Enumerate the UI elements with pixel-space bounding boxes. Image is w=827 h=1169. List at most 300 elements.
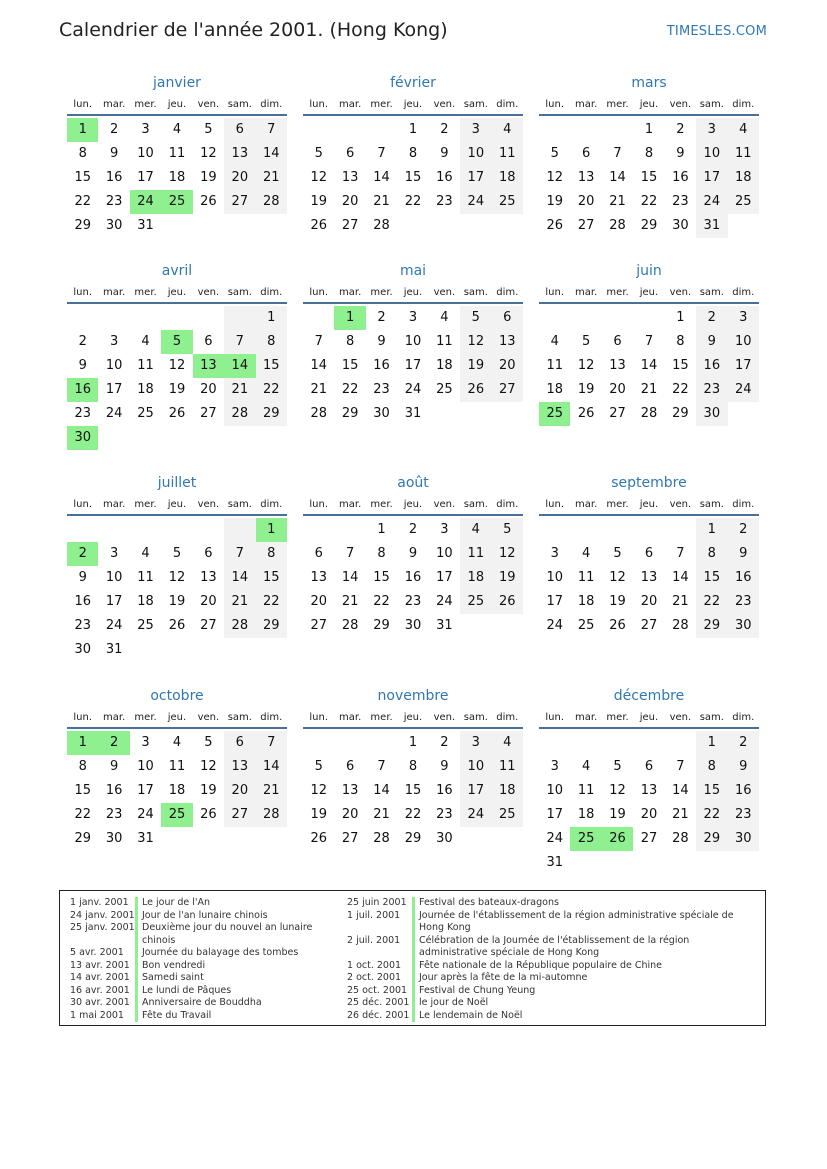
day-cell: 28 xyxy=(609,218,626,233)
month-calendar xyxy=(303,686,523,851)
weekday-label: lun. xyxy=(545,499,565,510)
empty-day-cell xyxy=(256,827,287,851)
day-cell: 5 xyxy=(204,122,213,137)
day-cell: 28 xyxy=(672,618,689,633)
month-name: avril xyxy=(161,263,193,279)
day-cell: 6 xyxy=(492,306,523,330)
empty-day-cell xyxy=(570,118,601,142)
weekday-label: mar. xyxy=(575,99,598,110)
weekday-label: ven. xyxy=(197,712,220,723)
weekday-label: mer. xyxy=(134,712,157,723)
day-cell: 18 xyxy=(168,170,186,185)
day-cell: 21 xyxy=(609,194,626,209)
day-cell: 6 xyxy=(224,731,255,755)
legend-column-right xyxy=(347,897,757,1022)
weekday-header xyxy=(539,496,759,516)
holiday-date: 16 avr. 2001 xyxy=(70,984,130,996)
day-cell: 16 xyxy=(696,354,727,378)
day-cell: 4 xyxy=(581,546,591,561)
empty-day-cell xyxy=(492,402,523,426)
legend-row xyxy=(347,1010,757,1023)
empty-day-cell xyxy=(665,518,696,542)
holiday-name: Samedi saint xyxy=(135,972,204,985)
empty-day-cell xyxy=(193,638,224,662)
holiday-name: Festival des bateaux-dragons xyxy=(412,897,559,910)
day-cell: 19 xyxy=(577,382,595,397)
weekday-label: ven. xyxy=(433,99,456,110)
day-cell: 3 xyxy=(109,546,119,561)
day-cell: 11 xyxy=(728,142,759,166)
weekday-label: mar. xyxy=(575,287,598,298)
weekday-label: sam. xyxy=(227,712,252,723)
day-cell: 14 xyxy=(609,170,626,185)
day-cell: 8 xyxy=(408,759,418,774)
holiday-date: 25 oct. 2001 xyxy=(347,984,408,996)
day-cell: 7 xyxy=(613,146,622,161)
day-cell: 19 xyxy=(609,807,626,822)
day-cell: 21 xyxy=(373,194,390,209)
brand-link[interactable]: TIMESLES.COM xyxy=(666,24,767,39)
empty-day-cell xyxy=(633,306,664,330)
day-cell: 22 xyxy=(341,382,359,397)
holiday-name: le jour de Noël xyxy=(412,997,488,1010)
day-cell: 12 xyxy=(200,146,217,161)
empty-day-cell xyxy=(303,306,334,330)
day-cell: 28 xyxy=(256,190,287,214)
weekday-label: dim. xyxy=(732,287,755,298)
day-cell: 30 xyxy=(696,402,727,426)
day-cell: 18 xyxy=(137,594,154,609)
empty-day-cell xyxy=(98,426,129,450)
day-cell: 10 xyxy=(460,755,491,779)
day-cell: 27 xyxy=(341,831,359,846)
weekday-label: lun. xyxy=(73,287,93,298)
day-cell: 2 xyxy=(728,518,759,542)
month-name: décembre xyxy=(613,688,685,704)
empty-day-cell xyxy=(728,214,759,238)
day-cell: 14 xyxy=(256,142,287,166)
day-cell: 7 xyxy=(224,330,255,354)
day-cell: 21 xyxy=(640,382,658,397)
weekday-label: ven. xyxy=(197,287,220,298)
empty-day-cell xyxy=(67,518,98,542)
day-cell: 17 xyxy=(105,594,123,609)
day-cell: 3 xyxy=(141,735,150,750)
day-cell: 20 xyxy=(609,382,626,397)
day-cell: 13 xyxy=(492,330,523,354)
day-cell: 22 xyxy=(640,194,658,209)
day-cell: 22 xyxy=(256,590,287,614)
day-cell: 4 xyxy=(492,118,523,142)
weekday-label: mer. xyxy=(370,712,393,723)
day-cell: 19 xyxy=(546,194,563,209)
empty-day-cell xyxy=(539,118,570,142)
day-cell: 16 xyxy=(105,783,123,798)
weekday-label: mer. xyxy=(370,499,393,510)
day-cell: 9 xyxy=(78,570,87,585)
day-cell: 9 xyxy=(408,546,418,561)
weekday-label: mar. xyxy=(575,712,598,723)
weekday-label: dim. xyxy=(260,499,283,510)
day-cell: 21 xyxy=(224,378,255,402)
day-cell: 2 xyxy=(676,122,685,137)
month-name: juillet xyxy=(157,475,197,491)
day-cell: 7 xyxy=(676,546,685,561)
empty-day-cell xyxy=(303,118,334,142)
day-cell: 21 xyxy=(256,779,287,803)
day-cell: 21 xyxy=(310,382,327,397)
empty-day-cell xyxy=(602,118,633,142)
day-cell: 14 xyxy=(310,358,327,373)
day-cell: 26 xyxy=(310,831,327,846)
day-cell: 30 xyxy=(728,827,759,851)
day-cell: 5 xyxy=(172,546,182,561)
day-cell: 7 xyxy=(676,759,685,774)
day-cell: 26 xyxy=(460,378,491,402)
day-cell: 10 xyxy=(404,334,422,349)
weekday-label: lun. xyxy=(545,99,565,110)
day-cell: 8 xyxy=(696,542,727,566)
day-cell: 27 xyxy=(224,190,255,214)
weekday-header xyxy=(303,96,523,116)
weekday-label: sam. xyxy=(463,499,488,510)
legend-row xyxy=(70,897,340,910)
weekday-header xyxy=(539,96,759,116)
day-cell: 21 xyxy=(256,166,287,190)
day-cell: 13 xyxy=(577,170,595,185)
day-cell: 1 xyxy=(67,731,98,755)
day-cell: 15 xyxy=(696,779,727,803)
day-cell: 9 xyxy=(440,146,449,161)
day-cell: 26 xyxy=(546,218,563,233)
day-cell: 15 xyxy=(672,358,689,373)
day-cell: 8 xyxy=(377,546,386,561)
day-cell: 6 xyxy=(581,146,591,161)
legend-row xyxy=(347,960,757,973)
day-cell: 11 xyxy=(492,142,523,166)
day-cell: 24 xyxy=(546,831,563,846)
day-cell: 19 xyxy=(492,566,523,590)
day-cell: 11 xyxy=(460,542,491,566)
weekday-label: dim. xyxy=(732,712,755,723)
holiday-name: Le jour de l'An xyxy=(135,897,210,910)
empty-day-cell xyxy=(602,851,633,875)
empty-day-cell xyxy=(256,214,287,238)
day-cell: 24 xyxy=(728,378,759,402)
day-cell: 10 xyxy=(105,358,123,373)
day-cell: 23 xyxy=(373,382,390,397)
empty-day-cell xyxy=(161,827,192,851)
day-cell: 14 xyxy=(672,570,689,585)
weekday-label: ven. xyxy=(669,712,692,723)
day-cell: 1 xyxy=(256,518,287,542)
legend-row xyxy=(70,972,340,985)
weekday-label: dim. xyxy=(732,499,755,510)
day-cell: 7 xyxy=(256,118,287,142)
empty-day-cell xyxy=(633,518,664,542)
empty-day-cell xyxy=(130,638,161,662)
day-cell: 22 xyxy=(672,382,689,397)
legend-row xyxy=(347,910,757,935)
month-calendar xyxy=(539,261,759,426)
day-cell: 13 xyxy=(193,354,224,378)
empty-day-cell xyxy=(460,827,491,851)
empty-day-cell xyxy=(224,214,255,238)
day-cell: 13 xyxy=(224,142,255,166)
day-cell: 27 xyxy=(200,406,217,421)
day-cell: 14 xyxy=(640,358,658,373)
empty-day-cell xyxy=(570,518,601,542)
empty-day-cell xyxy=(334,731,365,755)
weekday-label: ven. xyxy=(197,99,220,110)
holiday-date: 2 juil. 2001 xyxy=(347,934,401,946)
weekday-label: mar. xyxy=(103,712,126,723)
day-cell: 14 xyxy=(373,783,390,798)
day-cell: 26 xyxy=(577,406,595,421)
day-cell: 13 xyxy=(200,570,217,585)
day-cell: 26 xyxy=(492,590,523,614)
weekday-header xyxy=(67,496,287,516)
day-cell: 3 xyxy=(550,546,559,561)
empty-day-cell xyxy=(130,518,161,542)
day-cell: 10 xyxy=(696,142,727,166)
month-calendar xyxy=(67,473,287,662)
empty-day-cell xyxy=(303,731,334,755)
day-cell: 14 xyxy=(224,566,255,590)
empty-day-cell xyxy=(366,118,397,142)
legend-row xyxy=(70,947,340,960)
day-cell: 13 xyxy=(224,755,255,779)
day-cell: 31 xyxy=(436,618,453,633)
weekday-label: jeu. xyxy=(639,499,659,510)
day-cell: 4 xyxy=(141,334,150,349)
day-cell: 30 xyxy=(67,426,98,450)
weekday-label: lun. xyxy=(309,99,329,110)
day-cell: 29 xyxy=(404,831,422,846)
day-cell: 28 xyxy=(224,402,255,426)
day-cell: 2 xyxy=(696,306,727,330)
weekday-label: mar. xyxy=(339,499,362,510)
empty-day-cell xyxy=(602,306,633,330)
day-cell: 21 xyxy=(672,807,689,822)
day-cell: 12 xyxy=(310,170,327,185)
day-cell: 24 xyxy=(404,382,422,397)
day-grid xyxy=(303,729,523,851)
day-cell: 20 xyxy=(310,594,327,609)
day-cell: 16 xyxy=(728,566,759,590)
weekday-label: ven. xyxy=(669,499,692,510)
weekday-header xyxy=(67,96,287,116)
day-cell: 8 xyxy=(256,330,287,354)
weekday-label: sam. xyxy=(463,712,488,723)
day-cell: 19 xyxy=(200,170,217,185)
weekday-label: jeu. xyxy=(403,287,423,298)
day-cell: 30 xyxy=(404,618,422,633)
weekday-label: sam. xyxy=(699,499,724,510)
day-cell: 20 xyxy=(341,807,359,822)
day-cell: 24 xyxy=(130,190,161,214)
legend-row xyxy=(70,910,340,923)
day-cell: 17 xyxy=(728,354,759,378)
empty-day-cell xyxy=(492,214,523,238)
day-cell: 16 xyxy=(436,170,453,185)
day-cell: 20 xyxy=(200,382,217,397)
day-cell: 8 xyxy=(676,334,685,349)
day-cell: 23 xyxy=(436,807,453,822)
legend-row xyxy=(70,922,340,947)
month-calendar xyxy=(539,73,759,238)
day-cell: 11 xyxy=(436,334,453,349)
day-cell: 27 xyxy=(640,831,658,846)
day-cell: 13 xyxy=(640,783,658,798)
holiday-date: 5 avr. 2001 xyxy=(70,947,124,958)
day-cell: 24 xyxy=(105,618,123,633)
empty-day-cell xyxy=(224,518,255,542)
day-grid xyxy=(303,116,523,238)
day-cell: 22 xyxy=(74,194,91,209)
day-cell: 17 xyxy=(436,570,453,585)
empty-day-cell xyxy=(539,731,570,755)
weekday-label: lun. xyxy=(545,712,565,723)
day-cell: 3 xyxy=(141,122,150,137)
day-cell: 4 xyxy=(581,759,591,774)
day-cell: 20 xyxy=(341,194,359,209)
weekday-label: mer. xyxy=(606,287,629,298)
day-cell: 8 xyxy=(408,146,418,161)
day-cell: 6 xyxy=(613,334,622,349)
empty-day-cell xyxy=(429,402,460,426)
day-cell: 25 xyxy=(570,827,601,851)
day-cell: 2 xyxy=(98,731,129,755)
day-cell: 7 xyxy=(224,542,255,566)
month-name: mai xyxy=(399,263,427,279)
holiday-name: Fête nationale de la République populaire de Chine xyxy=(412,960,662,973)
day-cell: 22 xyxy=(696,803,727,827)
holiday-date: 25 juin 2001 xyxy=(347,897,407,908)
day-cell: 13 xyxy=(310,570,327,585)
day-cell: 27 xyxy=(640,618,658,633)
weekday-label: jeu. xyxy=(639,712,659,723)
day-cell: 4 xyxy=(492,731,523,755)
day-cell: 23 xyxy=(436,194,453,209)
day-grid xyxy=(539,304,759,426)
day-cell: 31 xyxy=(404,406,422,421)
day-cell: 25 xyxy=(161,803,192,827)
weekday-label: mer. xyxy=(370,99,393,110)
day-cell: 11 xyxy=(577,570,595,585)
legend-row xyxy=(347,997,757,1010)
day-cell: 15 xyxy=(256,566,287,590)
day-cell: 1 xyxy=(676,310,685,325)
day-grid xyxy=(539,116,759,238)
day-cell: 7 xyxy=(314,334,323,349)
day-cell: 17 xyxy=(546,807,563,822)
weekday-header xyxy=(539,709,759,729)
day-cell: 16 xyxy=(404,570,422,585)
day-cell: 23 xyxy=(728,590,759,614)
empty-day-cell xyxy=(728,402,759,426)
day-cell: 18 xyxy=(460,566,491,590)
day-cell: 10 xyxy=(546,783,563,798)
weekday-label: ven. xyxy=(197,499,220,510)
holiday-name: Le lendemain de Noël xyxy=(412,1010,522,1023)
day-cell: 3 xyxy=(460,731,491,755)
empty-day-cell xyxy=(633,851,664,875)
legend-row xyxy=(70,1010,340,1023)
empty-day-cell xyxy=(98,306,129,330)
day-cell: 22 xyxy=(696,590,727,614)
month-calendar xyxy=(539,686,759,875)
day-cell: 31 xyxy=(696,214,727,238)
day-cell: 29 xyxy=(256,614,287,638)
day-cell: 28 xyxy=(373,831,390,846)
weekday-label: dim. xyxy=(260,712,283,723)
empty-day-cell xyxy=(161,638,192,662)
day-cell: 21 xyxy=(373,807,390,822)
day-cell: 13 xyxy=(341,783,359,798)
day-cell: 30 xyxy=(672,218,689,233)
holiday-date: 26 déc. 2001 xyxy=(347,1009,410,1021)
day-cell: 14 xyxy=(341,570,359,585)
day-cell: 20 xyxy=(577,194,595,209)
month-calendar xyxy=(67,686,287,851)
weekday-label: mar. xyxy=(339,712,362,723)
weekday-header xyxy=(67,709,287,729)
weekday-label: ven. xyxy=(433,287,456,298)
day-cell: 25 xyxy=(137,406,154,421)
weekday-label: sam. xyxy=(227,99,252,110)
day-cell: 20 xyxy=(224,779,255,803)
holiday-date: 1 janv. 2001 xyxy=(70,897,129,908)
day-cell: 15 xyxy=(640,170,658,185)
day-cell: 18 xyxy=(168,783,186,798)
day-cell: 27 xyxy=(310,618,327,633)
day-cell: 10 xyxy=(137,146,154,161)
day-cell: 5 xyxy=(492,518,523,542)
empty-day-cell xyxy=(460,214,491,238)
day-cell: 30 xyxy=(74,642,91,657)
holiday-legend xyxy=(59,890,766,1026)
day-cell: 25 xyxy=(492,803,523,827)
day-cell: 9 xyxy=(728,755,759,779)
day-cell: 18 xyxy=(577,594,595,609)
day-cell: 24 xyxy=(460,803,491,827)
day-cell: 28 xyxy=(310,406,327,421)
weekday-label: dim. xyxy=(496,712,519,723)
empty-day-cell xyxy=(602,518,633,542)
empty-day-cell xyxy=(334,518,365,542)
day-cell: 29 xyxy=(640,218,658,233)
empty-day-cell xyxy=(161,306,192,330)
holiday-name: Journée du balayage des tombes xyxy=(135,947,298,960)
holiday-date: 13 avr. 2001 xyxy=(70,959,130,971)
month-name: novembre xyxy=(377,688,449,704)
day-cell: 18 xyxy=(577,807,595,822)
month-name: juin xyxy=(636,263,662,279)
empty-day-cell xyxy=(665,731,696,755)
day-cell: 9 xyxy=(109,759,119,774)
day-cell: 10 xyxy=(728,330,759,354)
month-calendar xyxy=(303,473,523,638)
day-cell: 25 xyxy=(137,618,154,633)
weekday-label: lun. xyxy=(545,287,565,298)
day-cell: 25 xyxy=(728,190,759,214)
day-cell: 17 xyxy=(546,594,563,609)
day-cell: 23 xyxy=(672,194,689,209)
empty-day-cell xyxy=(397,214,428,238)
weekday-label: mar. xyxy=(339,99,362,110)
weekday-label: jeu. xyxy=(639,287,659,298)
